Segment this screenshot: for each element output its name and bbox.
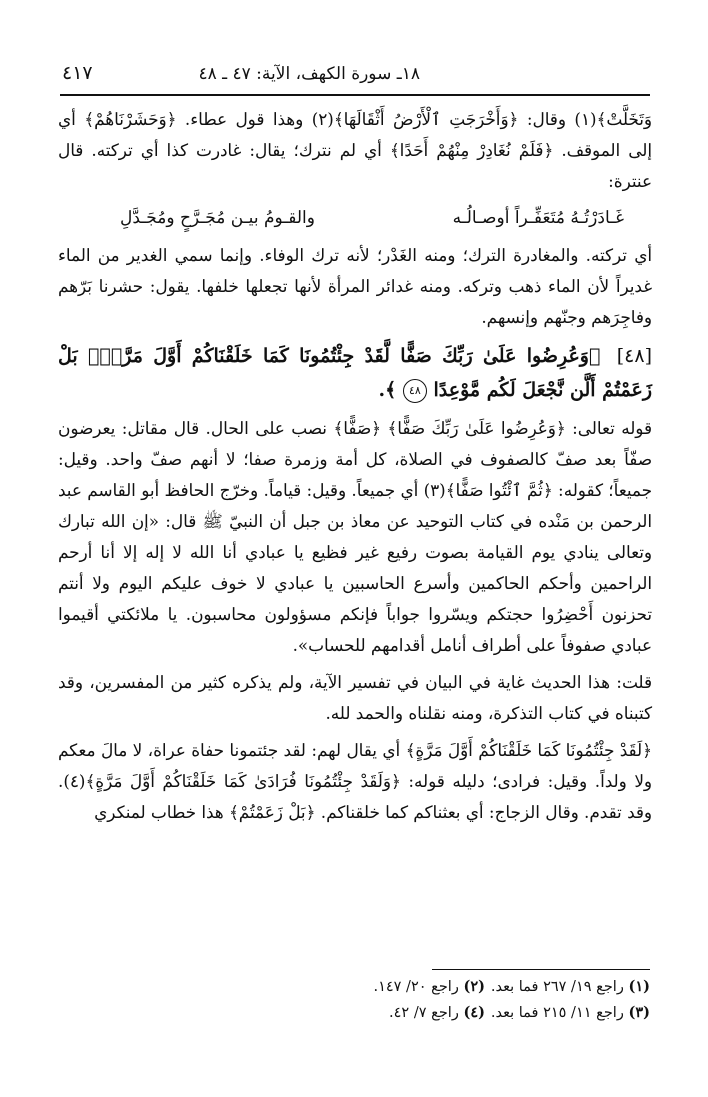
paragraph: وَتَخَلَّتْ﴾(١) وقال: ﴿وَأَخْرَجَتِ ٱلْأَرْضُ أَثْقَالَهَا﴾(٢) وهذا قول عطاء. ﴿وَحَشَرْنَاهُمْ﴾ أي إلى الموقف. ﴿فَلَمْ نُغَادِرْ مِنْهُمْ أَحَدًا﴾ أي لم نترك؛ يقال: غادرت كذا أي تركته. قال عنترة:	[58, 109, 652, 191]
verse-number: [٤٨]	[616, 345, 652, 367]
paragraph: قلت: هذا الحديث غاية في البيان في تفسير الآية، ولم يذكره كثير من المفسرين، وقد كتبناه في كتاب التذكرة، ومنه نقلناه والحمد لله.	[58, 672, 652, 723]
paragraph: أي تركته. والمغادرة الترك؛ ومنه الغَدْر؛ لأنه ترك الوفاء. وإنما سمي الغدير من الماء غديراً لأن الماء ذهب وتركه. ومنه غدائر المرأة لأنها تجعلها خلفها. يقول: حشرنا بَرّهم وفاجِرَهم وجنّهم وإنسهم.	[58, 245, 652, 327]
footnotes	[320, 974, 650, 1026]
verse-text: ﴿وَعُرِضُوا عَلَىٰ رَبِّكَ صَفًّا لَّقَدْ جِئْتُمُونَا كَمَا خَلَقْنَاكُمْ أَوَّلَ مَرَّةٍۭ بَلْ زَعَمْتُمْ أَلَّن نَّجْعَلَ لَكُم مَّوْعِدًا	[58, 345, 652, 401]
footnote-item: (٤) راجع ٧/ ٤٢.	[389, 1004, 485, 1021]
footnote-row	[320, 974, 650, 1000]
running-title: ١٨ـ سورة الكهف، الآية: ٤٧ ـ ٤٨	[198, 64, 420, 84]
verse-end-mark-icon: ٤٨	[403, 379, 427, 403]
verse-close: ﴾.	[378, 379, 397, 401]
footnote-row	[320, 1000, 650, 1026]
poem-verse	[58, 203, 652, 234]
footnote-item: (٣) راجع ١١/ ٢١٥ فما بعد.	[490, 1004, 650, 1021]
page-header	[60, 60, 650, 96]
footnote-item: (١) راجع ١٩/ ٢٦٧ فما بعد.	[490, 978, 650, 995]
poem-hemistich-right: غَـادَرْتُـهُ مُتَعَفِّـراً أوصـالُـه	[452, 208, 624, 228]
poem-hemistich-left: والقـومُ بيـن مُجَـرَّحٍ ومُجَـدَّلِ	[120, 208, 315, 228]
page-number: ٤١٧	[62, 62, 93, 84]
footnote-divider	[432, 969, 650, 970]
paragraph: ﴿لَقَدْ جِئْتُمُونَا كَمَا خَلَقْنَاكُمْ أَوَّلَ مَرَّةٍ﴾ أي يقال لهم: لقد جئتمونا حفاة عراة، لا مالَ معكم ولا ولداً. وقيل: فرادى؛ دليله قوله: ﴿وَلَقَدْ جِئْتُمُونَا فُرَادَىٰ كَمَا خَلَقْنَاكُمْ أَوَّلَ مَرَّةٍ﴾(٤). وقد تقدم. وقال الزجاج: أي بعثناكم كما خلقناكم. ﴿بَلْ زَعَمْتُمْ﴾ هذا خطاب لمنكري	[58, 740, 652, 822]
page-body	[58, 104, 652, 834]
quran-verse	[58, 339, 652, 407]
footnote-item: (٢) راجع ٢٠/ ١٤٧.	[373, 978, 485, 995]
paragraph: قوله تعالى: ﴿وَعُرِضُوا عَلَىٰ رَبِّكَ صَفًّا﴾ ﴿صَفًّا﴾ نصب على الحال. قال مقاتل: يعرضون صفّاً بعد صفّ كالصفوف في الصلاة، كل أمة وزمرة صفا؛ لا أنهم صفّ واحد. وقيل: جميعاً؛ كقوله: ﴿ثُمَّ ٱئْتُوا صَفًّا﴾(٣) أي جميعاً. وقيل: قياماً. وخرّج الحافظ أبو القاسم عبد الرحمن بن مَنْده في كتاب التوحيد عن معاذ بن جبل أن النبيّ ﷺ قال: «إن الله تبارك وتعالى ينادي يوم القيامة بصوت رفيع غير فظيع يا عبادي أنا الله لا إله إلا أنا أرحم الراحمين وأحكم الحاكمين وأسرع الحاسبين يا عبادي لا خوف عليكم اليوم ولا أنتم تحزنون أَحْضِرُوا حجتكم ويسّروا جواباً فإنكم مسؤولون محاسبون. يا ملائكتي أقيموا عبادي صفوفاً على أطراف أنامل أقدامهم للحساب».	[58, 418, 652, 655]
